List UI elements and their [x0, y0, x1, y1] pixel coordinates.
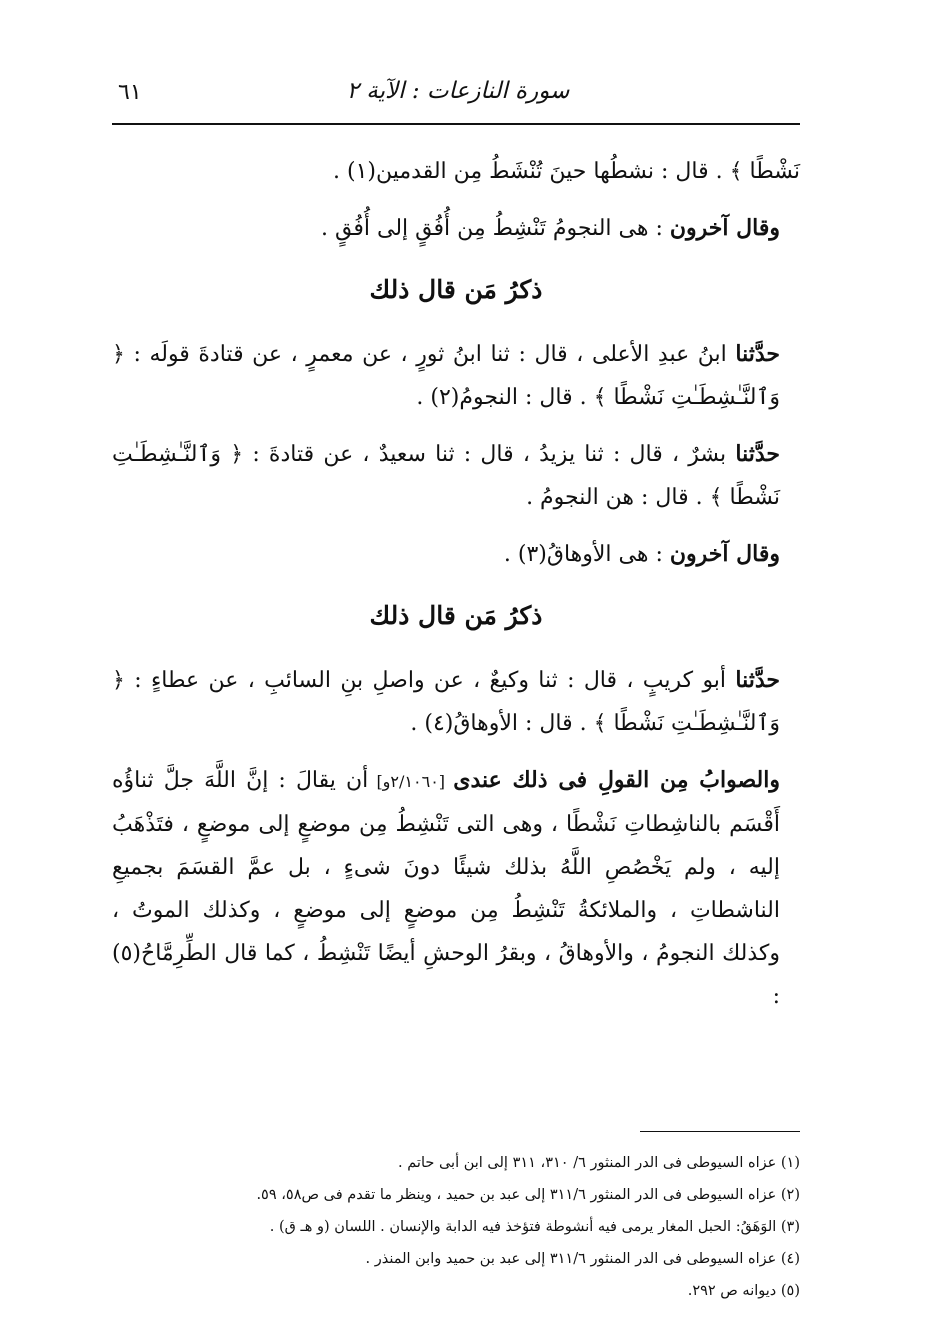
- paragraph: [112, 759, 800, 1018]
- footnote-rule: [640, 1131, 800, 1132]
- footnote: (٥) ديوانه ص ٢٩٢.: [687, 1283, 800, 1299]
- paragraph-lead: حدَّثنا: [735, 667, 780, 693]
- header-title: سورة النازعات : الآية ٢: [346, 78, 570, 104]
- paragraph: [112, 433, 800, 519]
- paragraph-text: بشرٌ ، قال : ثنا يزيدُ ، قال : ثنا سعيدٌ ، عن قتادةَ : ﴿ وَٱلنَّـٰشِطَـٰتِ نَشْطًا ﴾ . قال : هن النجومُ .: [112, 442, 780, 510]
- paragraph-lead: حدَّثنا: [735, 341, 780, 367]
- header-rule: [112, 123, 800, 125]
- paragraph-text: : هى الأوهاقُ(٣) .: [503, 542, 670, 567]
- footnotes: [112, 1147, 800, 1307]
- paragraph-text: نَشْطًا ﴾ . قال : نشطُها حينَ تُنْشَطُ مِن القدمين(١) .: [332, 159, 800, 184]
- footnote: (٤) عزاه السيوطى فى الدر المنثور ٣١١/٦ إلى عبد بن حميد وابن المنذر .: [365, 1251, 800, 1267]
- paragraph: [112, 659, 800, 745]
- paragraph-text: ابنُ عبدِ الأعلى ، قال : ثنا ابنُ ثورٍ ، عن معمرٍ ، عن قتادةَ قولَه : ﴿ وَٱلنَّـٰشِطَـٰتِ نَشْطًا ﴾ . قال : النجومُ(٢) .: [112, 342, 780, 410]
- paragraph: [112, 207, 800, 250]
- running-header: [118, 78, 798, 118]
- paragraph-lead: والصوابُ مِن القولِ فى ذلك عندى: [453, 767, 780, 793]
- footnote: (٢) عزاه السيوطى فى الدر المنثور ٣١١/٦ إلى عبد بن حميد ، وينظر ما تقدم فى ص٥٨، ٥٩.: [256, 1187, 800, 1203]
- paragraph-text: : هى النجومُ تَنْشِطُ مِن أُفُقٍ إلى أُفُقٍ .: [321, 216, 670, 241]
- paragraph: [112, 150, 800, 193]
- paragraph-lead: وقال آخرون: [669, 215, 780, 241]
- manuscript-reference: [٢/١٠٦٠و]: [368, 772, 454, 791]
- paragraph: [112, 533, 800, 576]
- paragraph-lead: وقال آخرون: [669, 541, 780, 567]
- footnote: (٣) الوَهَقُ: الحبل المغار يرمى فيه أنشوطة فتؤخذ فيه الدابة والإنسان . اللسان (و هـ ق) .: [269, 1219, 800, 1235]
- paragraph-lead: حدَّثنا: [735, 441, 780, 467]
- paragraph-text: أن يقالَ : إنَّ اللَّهَ جلَّ ثناؤُه أَقْسَم بالناشِطاتِ نَشْطًا ، وهى التى تَنْشِطُ مِن موضعٍ إلى موضعٍ ، فتَذْهَبُ إليه ، ولم يَخْصُصِ اللَّهُ بذلك شيئًا دونَ شىءٍ ، بل عمَّ القسَمَ بجميعِ الناشطاتِ ، والملائكةُ تَنْشِطُ مِن موضعٍ إلى موضعٍ ، وكذلك الموتُ ، وكذلك النجومُ ، والأوهاقُ ، وبقرُ الوحشِ أيضًا تَنْشِطُ ، كما قال الطِّرِمَّاحُ(٥) :: [112, 768, 780, 1009]
- main-text: [112, 150, 800, 1032]
- paragraph-text: أبو كريبٍ ، قال : ثنا وكيعٌ ، عن واصلِ بنِ السائبِ ، عن عطاءٍ : ﴿ وَٱلنَّـٰشِطَـٰتِ نَشْطًا ﴾ . قال : الأوهاقُ(٤) .: [112, 668, 780, 736]
- footnote: (١) عزاه السيوطى فى الدر المنثور ٦/ ٣١٠، ٣١١ إلى ابن أبى حاتم .: [398, 1155, 800, 1171]
- paragraph: [112, 333, 800, 419]
- section-heading: ذكرُ مَن قال ذلك: [369, 275, 543, 304]
- section-heading: ذكرُ مَن قال ذلك: [369, 601, 543, 630]
- page-number: ٦١: [118, 80, 142, 105]
